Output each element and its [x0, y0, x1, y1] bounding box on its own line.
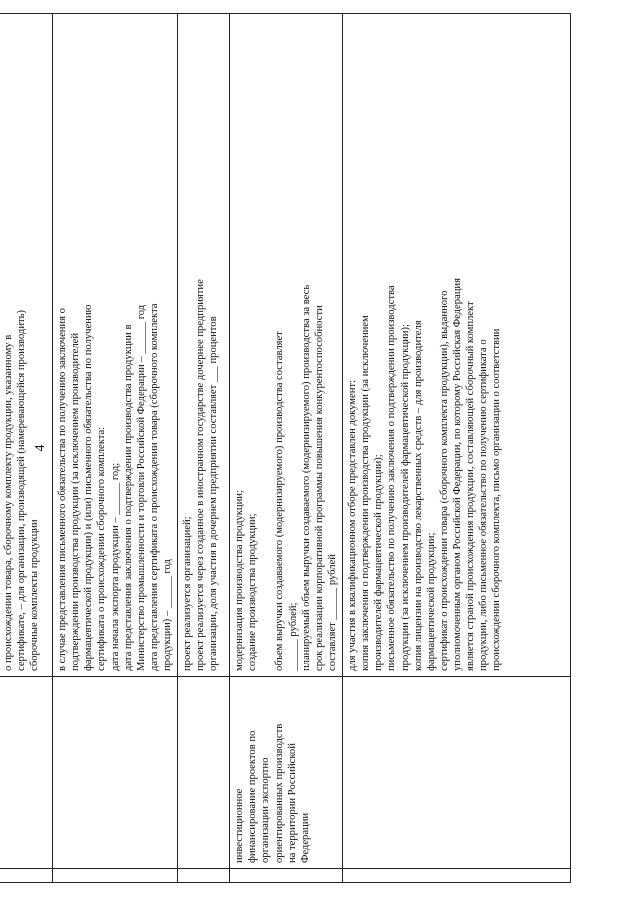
row-number-cell [53, 869, 178, 883]
criteria-paragraph [233, 19, 259, 671]
criteria-line: проект реализуется через созданное в иностранном государстве дочернее предприятие [195, 279, 207, 671]
support-type-line: финансирование проектов по [247, 730, 259, 863]
criteria-cell [230, 14, 343, 677]
criteria-cell [178, 14, 230, 677]
criteria-cell [0, 14, 53, 677]
criteria-cell [53, 14, 178, 677]
rotated-table-frame [0, 13, 558, 883]
criteria-line: фармацевтической продукции) и (или) письменного обязательства по получению [83, 304, 95, 671]
table-row [53, 14, 178, 883]
criteria-line: составляет ______ рублей [326, 554, 338, 671]
support-type-line: инвестиционное [234, 788, 246, 863]
criteria-line: продукции, либо письменное обязательство по получению сертификата о [478, 339, 490, 671]
criteria-line: проект реализуется организацией; [182, 516, 194, 671]
row-number-cell [343, 869, 571, 883]
criteria-line: копия заключения о подтверждении производства продукции (за исключением [360, 315, 372, 671]
support-type-line: Федерации [299, 812, 311, 863]
criteria-line: организации, доля участия в дочернем предприятии составляет ___ процентов [208, 316, 220, 671]
support-type-cell [230, 677, 343, 869]
criteria-line: срок реализации корпоративной программы повышения конкурентоспособности [313, 305, 325, 671]
criteria-line: в случае представления письменного обязательства по получению заключения о [57, 308, 68, 671]
criteria-line: является страной происхождения продукции, составляющей сборочный комплект [465, 301, 477, 671]
criteria-table [0, 13, 571, 883]
criteria-line: дата начала экспорта продукции – ______ год; [109, 462, 121, 671]
criteria-line: копия лицензии на производство лекарственных средств – для производителя [412, 320, 424, 671]
criteria-paragraph [273, 19, 339, 671]
criteria-table-body [0, 14, 571, 883]
table-row [0, 14, 53, 883]
criteria-line: подтверждении производства продукции (за исключением производителей [70, 333, 82, 671]
row-number-cell [230, 869, 343, 883]
criteria-paragraph [2, 19, 41, 671]
table-row [343, 14, 571, 883]
table-row [178, 14, 230, 883]
row-number-cell [0, 869, 53, 883]
criteria-line: продукции) – ______ год [162, 559, 173, 671]
criteria-line: ______ рублей; [287, 602, 299, 671]
criteria-line: Министерство промышленности и торговли Российской Федерации – ______ год [135, 304, 147, 671]
criteria-line: письменное обязательство по получению заключения о подтверждении производства [386, 285, 398, 671]
criteria-paragraph [56, 19, 174, 671]
criteria-line: сертификат о происхождении товара (сборочного комплекта продукции), выданного [438, 290, 450, 671]
support-type-cell [178, 677, 230, 869]
support-type-cell [0, 677, 53, 869]
criteria-line: продукции (за исключением производителей фармацевтической продукции); [399, 324, 411, 671]
criteria-line: производителей фармацевтической продукции); [373, 454, 385, 671]
criteria-cell [343, 14, 571, 677]
support-type-line: организации экспортно [260, 757, 272, 863]
page-number: 4 [33, 444, 48, 452]
criteria-paragraph [181, 19, 220, 671]
criteria-line: о происхождении товара, сборочному комплекту продукции, указанному в [3, 334, 14, 671]
row-number-cell [178, 869, 230, 883]
support-type-line: ориентированных производств [273, 723, 285, 863]
criteria-line: уполномоченным органом Российской Федерации, по которому Российская Федерация [452, 278, 463, 671]
criteria-line: планируемый объем выручки создаваемого (модернизируемого) производства за весь [300, 284, 312, 671]
support-type-line: на территории Российской [286, 743, 298, 863]
criteria-line: дата представления сертификата о происхождении товара (сборочного комплекта [148, 303, 160, 671]
criteria-line: создание производства продукции; [247, 513, 259, 671]
criteria-line: дата представления заключения о подтверждении производства продукции в [122, 324, 134, 671]
support-type-cell [343, 677, 571, 869]
criteria-line: происхождении сборочного комплекта, письмо организации о соответствии [491, 328, 503, 671]
criteria-line: фармацевтической продукции; [425, 532, 437, 671]
table-row [230, 14, 343, 883]
criteria-line: модернизация производства продукции; [234, 490, 246, 671]
criteria-line: сертификате, – для организации, производящей (намеревающейся производить) [16, 310, 28, 671]
criteria-line: сертификата о происхождении сборочного комплекта: [96, 426, 108, 671]
criteria-line: объем выручки создаваемого (модернизируемого) производства составляет [274, 331, 286, 671]
support-type-cell [53, 677, 178, 869]
criteria-paragraph [346, 19, 504, 671]
criteria-line: сборочные комплекты продукции [29, 519, 41, 671]
criteria-line: для участия в квалификационном отборе представлен документ: [347, 380, 358, 671]
